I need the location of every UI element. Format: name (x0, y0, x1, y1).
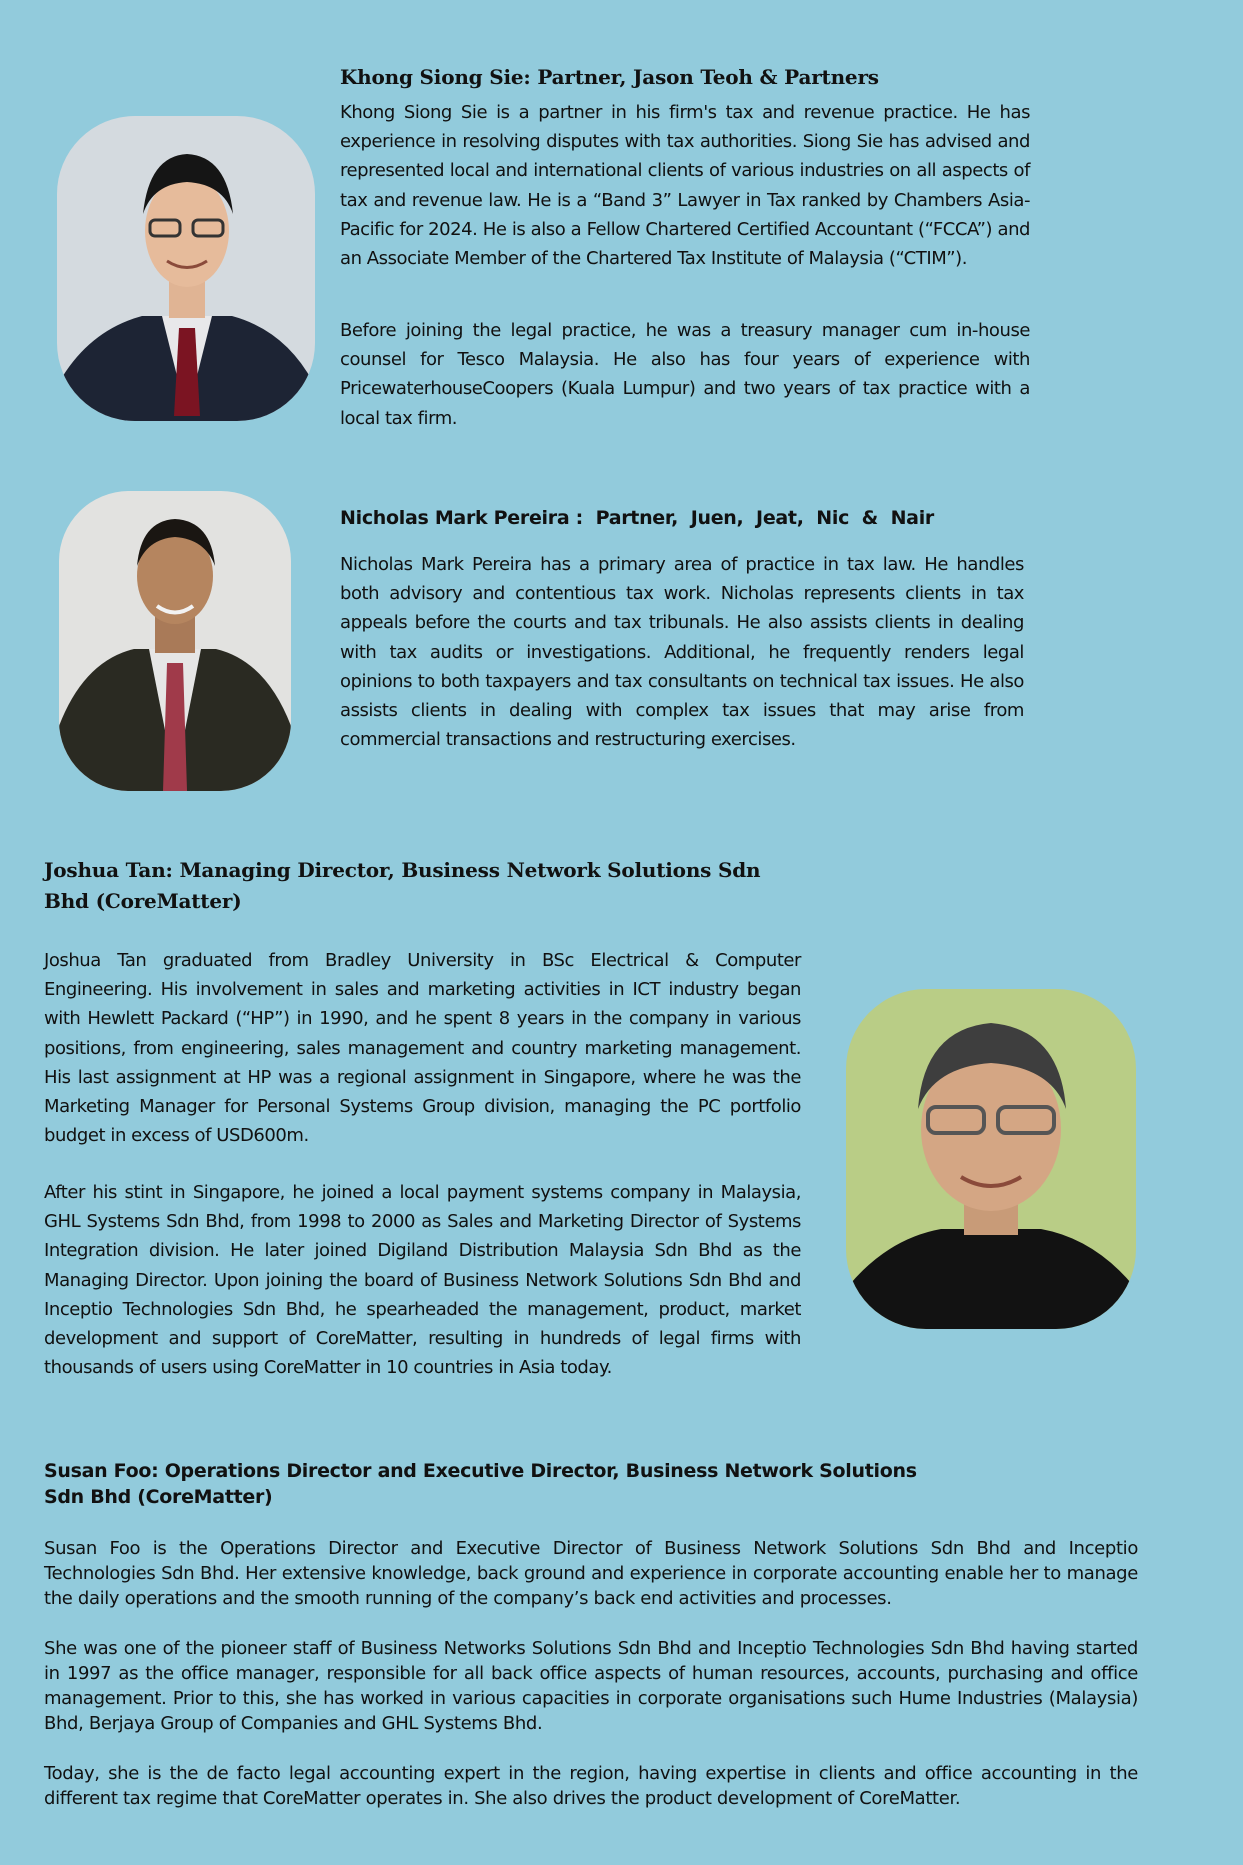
susan-heading-line-2: Sdn Bhd (CoreMatter) (44, 1486, 273, 1508)
khong-paragraph-1: Khong Siong Sie is a partner in his firm's tax and revenue practice. He has experience in resolving disputes with tax authorities. Siong Sie has advised and represented local and international clients of various industries on all aspects of tax and revenue law. He is a “Band 3” Lawyer in Tax ranked by Chambers Asia-Pacific for 2024. He is also a Fellow Chartered Certified Accountant (“FCCA”) and an Associate Member of the Chartered Tax Institute of Malaysia (“CTIM”). (340, 102, 1030, 270)
nicholas-paragraph-1: Nicholas Mark Pereira has a primary area of practice in tax law. He handles both advisory and contentious tax work. Nicholas represents clients in tax appeals before the courts and tax tribunals. He also assists clients in dealing with tax audits or investigations. Additional, he frequently renders legal opinions to both taxpayers and tax consultants on technical tax issues. He also assists clients in dealing with complex tax issues that may arise from commercial transactions and restructuring exercises. (340, 554, 1024, 751)
joshua-heading-line-2: Bhd (CoreMatter) (44, 889, 242, 913)
susan-paragraph-1: Susan Foo is the Operations Director and Executive Director of Business Network Solutions Sdn Bhd and Inceptio Technologies Sdn Bhd. Her extensive knowledge, back ground and experience in corporate accounting enable her to manage the daily operations and the smooth running of the company’s back end activities and processes. (44, 1538, 1138, 1609)
joshua-paragraph-1: Joshua Tan graduated from Bradley University in BSc Electrical & Computer Engineering. His involvement in sales and marketing activities in ICT industry began with Hewlett Packard (“HP”) in 1990, and he spent 8 years in the company in various positions, from engineering, sales management and country marketing management. His last assignment at HP was a regional assignment in Singapore, where he was the Marketing Manager for Personal Systems Group division, managing the PC portfolio budget in excess of USD600m. (44, 950, 801, 1147)
khong-portrait-photo (57, 116, 315, 421)
khong-paragraph-2: Before joining the legal practice, he was a treasury manager cum in-house counsel for Tesco Malaysia. He also has four years of experience with PricewaterhouseCoopers (Kuala Lumpur) and two years of tax practice with a local tax firm. (340, 320, 1030, 429)
nicholas-heading: Nicholas Mark Pereira : Partner, Juen, Jeat, Nic & Nair (340, 507, 934, 529)
joshua-portrait-photo (846, 989, 1136, 1329)
susan-paragraph-2: She was one of the pioneer staff of Business Networks Solutions Sdn Bhd and Inceptio Technologies Sdn Bhd having started in 1997 as the office manager, responsible for all back office aspects of human resources, accounts, purchasing and office management. Prior to this, she has worked in various capacities in corporate organisations such Hume Industries (Malaysia) Bhd, Berjaya Group of Companies and GHL Systems Bhd. (44, 1638, 1138, 1734)
susan-heading-line-1: Susan Foo: Operations Director and Executive Director, Business Network Solutions (44, 1460, 917, 1482)
joshua-heading-line-1: Joshua Tan: Managing Director, Business Network Solutions Sdn (44, 858, 761, 882)
khong-heading: Khong Siong Sie: Partner, Jason Teoh & Partners (340, 65, 879, 89)
susan-paragraph-3: Today, she is the de facto legal accounting expert in the region, having expertise in clients and office accounting in the different tax regime that CoreMatter operates in. She also drives the product development of CoreMatter. (44, 1763, 1138, 1809)
nicholas-portrait-photo (59, 491, 291, 791)
joshua-paragraph-2: After his stint in Singapore, he joined a local payment systems company in Malaysia, GHL Systems Sdn Bhd, from 1998 to 2000 as Sales and Marketing Director of Systems Integration division. He later joined Digiland Distribution Malaysia Sdn Bhd as the Managing Director. Upon joining the board of Business Network Solutions Sdn Bhd and Inceptio Technologies Sdn Bhd, he spearheaded the management, product, market development and support of CoreMatter, resulting in hundreds of legal firms with thousands of users using CoreMatter in 10 countries in Asia today. (44, 1182, 801, 1379)
